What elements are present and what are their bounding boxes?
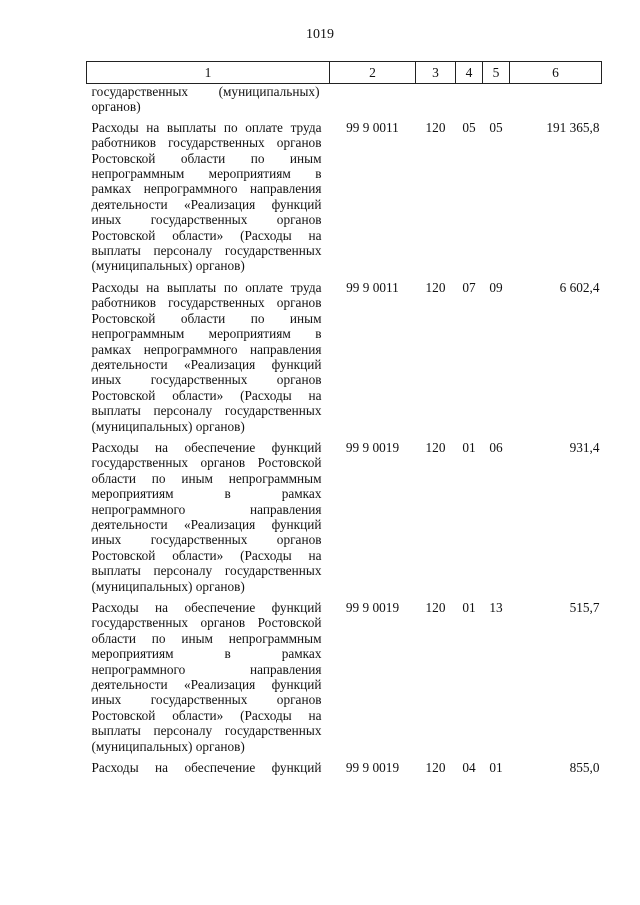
continuation-description: государственных (муниципальных) органов) [91, 84, 320, 115]
row-amount: 931,4 [569, 439, 600, 455]
row-section: 01 [462, 600, 476, 615]
column-header-1: 1 [87, 62, 330, 84]
row-section: 07 [462, 279, 476, 295]
table-row [87, 440, 602, 600]
row-section: 04 [462, 760, 476, 776]
row-expense-type: 120 [425, 760, 446, 776]
row-target-code: 99 9 0019 [345, 439, 400, 455]
table-row [87, 280, 602, 440]
row-description: Расходы на выплаты по оплате труда работников государственных органов Ростовской области по иным непрограммным мероприятиям в рамках непрограммного направления деятельности «Реализация функций иных государственных органов Ростовской области» (Расходы на выплаты персоналу государственных (муниципальных) органов) [91, 279, 322, 434]
table-row [87, 120, 602, 280]
column-header-5: 5 [483, 62, 510, 84]
row-expense-type: 120 [425, 279, 446, 295]
row-target-code: 99 9 0019 [345, 600, 400, 615]
row-amount: 855,0 [569, 760, 600, 776]
row-target-code: 99 9 0019 [345, 760, 400, 776]
row-amount: 515,7 [569, 600, 600, 615]
row-subsection: 09 [489, 279, 503, 295]
row-description: Расходы на обеспечение функций [91, 760, 322, 776]
row-description: Расходы на выплаты по оплате труда работников государственных органов Ростовской области по иным непрограммным мероприятиям в рамках непрограммного направления деятельности «Реализация функций иных государственных органов Ростовской области» (Расходы на выплаты персоналу государственных (муниципальных) органов) [91, 119, 322, 274]
row-subsection: 05 [489, 119, 503, 135]
row-subsection: 01 [489, 760, 503, 776]
table-row [87, 600, 602, 760]
row-description: Расходы на обеспечение функций государственных органов Ростовской области по иным непрограммным мероприятиям в рамках непрограммного направления деятельности «Реализация функций иных государственных органов Ростовской области» (Расходы на выплаты персоналу государственных (муниципальных) органов) [91, 439, 322, 594]
row-description: Расходы на обеспечение функций государственных органов Ростовской области по иным непрограммным мероприятиям в рамках непрограммного направления деятельности «Реализация функций иных государственных органов Ростовской области» (Расходы на выплаты персоналу государственных (муниципальных) органов) [91, 600, 322, 754]
row-target-code: 99 9 0011 [346, 279, 399, 295]
row-subsection: 13 [489, 600, 503, 615]
column-header-3: 3 [416, 62, 456, 84]
row-expense-type: 120 [425, 439, 446, 455]
column-header-6: 6 [510, 62, 602, 84]
row-subsection: 06 [489, 439, 503, 455]
row-section: 01 [462, 439, 476, 455]
row-expense-type: 120 [425, 119, 446, 135]
row-expense-type: 120 [425, 600, 446, 615]
column-header-4: 4 [456, 62, 483, 84]
row-section: 05 [462, 119, 476, 135]
budget-table [86, 61, 602, 781]
row-amount: 6 602,4 [559, 279, 600, 295]
column-header-2: 2 [330, 62, 416, 84]
row-target-code: 99 9 0011 [346, 119, 399, 135]
page-number: 1019 [306, 27, 334, 42]
continuation-row [87, 84, 602, 120]
table-row [87, 760, 602, 781]
table-header-row [87, 62, 602, 84]
row-amount: 191 365,8 [546, 119, 600, 135]
